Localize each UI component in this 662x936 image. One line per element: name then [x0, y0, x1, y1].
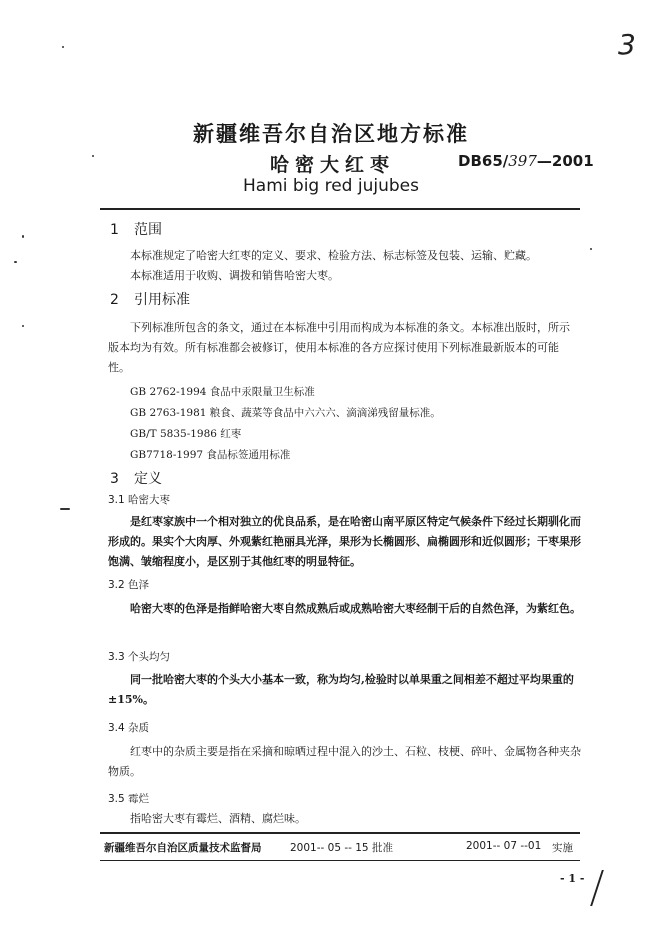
definition-3-1-title: 3.1 哈密大枣 [108, 494, 171, 506]
scan-speck [22, 325, 24, 327]
doc-number-suffix: —2001 [536, 152, 594, 170]
footer-issue-date: 2001-- 05 -- 15 批准 [290, 842, 393, 854]
definition-3-2-text: 哈密大枣的色泽是指鲜哈密大枣自然成熟后或成熟哈密大枣经制干后的自然色泽，为紫红色。 [130, 602, 581, 615]
doc-number-handwritten: 397 [508, 152, 537, 170]
reference-item: GB7718-1997 食品标签通用标准 [130, 449, 291, 461]
definition-3-5-title: 3.5 霉烂 [108, 793, 150, 805]
reference-item: GB 2763-1981 粮食、蔬菜等食品中六六六、滴滴涕残留量标准。 [130, 407, 441, 419]
definition-3-2-title: 3.2 色泽 [108, 579, 150, 591]
section-2-para-1: 下列标准所包含的条文，通过在本标准中引用而构成为本标准的条文。本标准出版时，所示版本均为有效。所有标准都会被修订，使用本标准的各方应探讨使用下列标准最新版本的可能性。 [108, 321, 570, 374]
section-3-heading [110, 468, 162, 488]
footer-implementation-date: 2001-- 07 --01 [466, 840, 542, 852]
definition-3-4-title: 3.4 杂质 [108, 722, 150, 734]
reference-item: GB/T 5835-1986 红枣 [130, 428, 242, 440]
section-2-title: 引用标准 [134, 292, 190, 308]
doc-title-product: 哈密大红枣 [270, 154, 396, 176]
scan-speck [62, 46, 64, 48]
scan-speck [60, 508, 70, 510]
footer-issuer: 新疆维吾尔自治区质量技术监督局 [104, 842, 262, 854]
section-1-number: 1 [110, 222, 119, 238]
section-2-heading [110, 289, 190, 309]
section-2-number: 2 [110, 292, 119, 308]
header-divider [100, 208, 580, 210]
section-1-title: 范围 [134, 222, 162, 238]
section-3-number: 3 [110, 471, 119, 487]
scan-speck [92, 155, 94, 157]
definition-3-3-title: 3.3 个头均匀 [108, 651, 171, 663]
definition-3-4-text: 红枣中的杂质主要是指在采摘和晾晒过程中混入的沙土、石粒、枝梗、碎叶、金属物各种夹杂物质。 [108, 745, 581, 778]
section-3-title: 定义 [134, 471, 162, 487]
section-1-para-2: 本标准适用于收购、调拨和销售哈密大枣。 [130, 269, 339, 282]
definition-3-5-text: 指哈密大枣有霉烂、酒精、腐烂味。 [130, 812, 306, 825]
footer-divider-lower [100, 860, 580, 861]
section-1-heading [110, 219, 162, 239]
doc-number [458, 152, 594, 170]
footer-divider [100, 832, 580, 834]
definition-3-3-text: 同一批哈密大枣的个头大小基本一致，称为均匀,检验时以单果重之间相差不超过平均果重的±15%。 [108, 673, 574, 706]
doc-title-en: Hami big red jujubes [243, 176, 419, 196]
handwritten-stroke [590, 870, 626, 906]
section-1-para-1: 本标准规定了哈密大红枣的定义、要求、检验方法、标志标签及包装、运输、贮藏。 [130, 249, 537, 262]
doc-number-prefix: DB65/ [458, 152, 509, 170]
scan-speck [22, 235, 24, 238]
scan-speck [590, 248, 592, 250]
scan-speck [14, 261, 17, 263]
footer-implementation-label: 实施 [552, 842, 573, 854]
definition-3-1-text: 是红枣家族中一个相对独立的优良品系，是在哈密山南平原区特定气候条件下经过长期驯化而形成的。果实个大肉厚、外观紫红艳丽具光泽，果形为长椭圆形、扁椭圆形和近似圆形；干枣果形饱满、皱缩程度小，是区别于其他红枣的明显特征。 [108, 515, 581, 568]
handwritten-page-mark: 3 [618, 28, 636, 61]
page-number: - 1 - [560, 872, 585, 885]
doc-title-cn: 新疆维吾尔自治区地方标准 [193, 121, 469, 146]
reference-item: GB 2762-1994 食品中汞限量卫生标准 [130, 386, 315, 398]
